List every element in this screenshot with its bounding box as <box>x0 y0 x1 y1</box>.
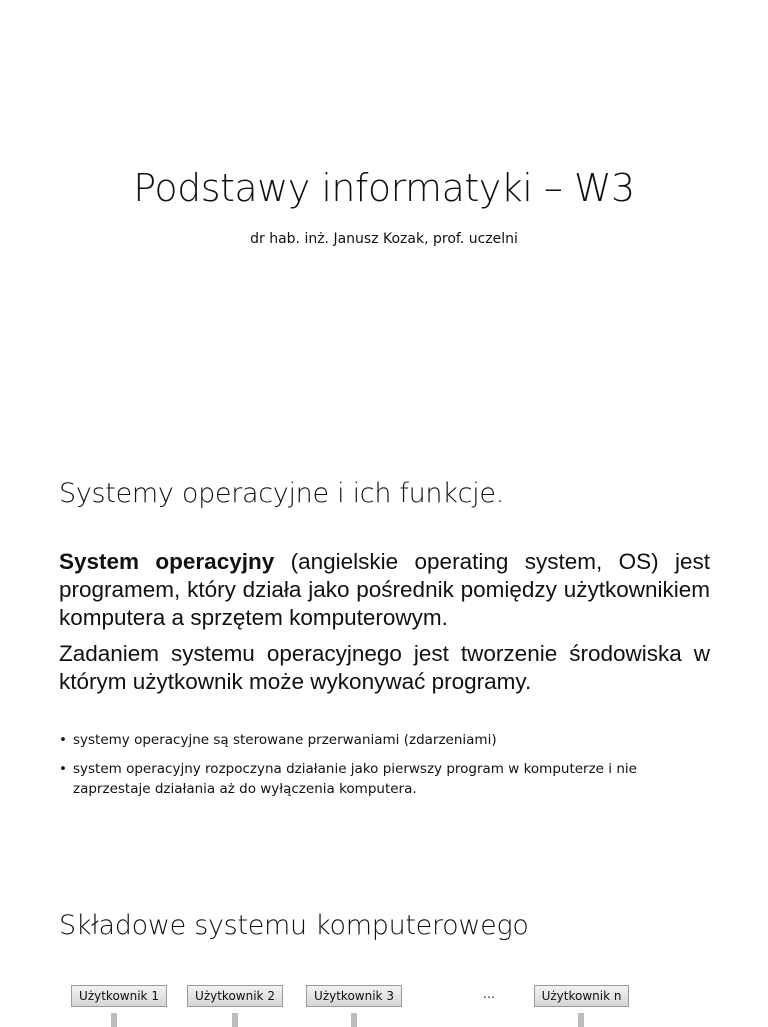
author-line: dr hab. inż. Janusz Kozak, prof. uczelni <box>250 231 518 247</box>
os-definition-text: (angielskie operating system, OS) jest programem, który działa jako pośrednik pomiędzy użytkownikiem komputera a sprzętem komputerowym. <box>59 549 710 630</box>
os-term-bold: System operacyjny <box>59 549 275 574</box>
users-diagram <box>0 983 768 1024</box>
bullet-icon: • <box>59 761 67 777</box>
slide-heading: Systemy operacyjne i ich funkcje. <box>59 478 504 509</box>
presentation-title: Podstawy informatyki – W3 <box>133 166 635 210</box>
os-purpose-paragraph: Zadaniem systemu operacyjnego jest tworzenie środowiska w którym użytkownik może wykonywać programy. <box>59 641 710 694</box>
user-box: Użytkownik 1 <box>71 985 167 1007</box>
slide-heading: Składowe systemu komputerowego <box>59 910 529 941</box>
connector-arrow <box>578 1013 584 1027</box>
bullet-icon: • <box>59 732 67 748</box>
bullet-text: systemy operacyjne są sterowane przerwaniami (zdarzeniami) <box>73 732 497 748</box>
slide-title <box>0 0 768 440</box>
list-item <box>59 730 699 750</box>
connector-arrow <box>351 1013 357 1027</box>
slide-operating-systems <box>0 440 768 870</box>
list-item <box>59 759 699 799</box>
connector-arrow <box>111 1013 117 1027</box>
bullet-list <box>59 730 699 808</box>
connector-arrow <box>232 1013 238 1027</box>
user-box: Użytkownik n <box>534 985 629 1007</box>
ellipsis-label: … <box>483 987 495 1001</box>
os-definition-paragraph <box>59 548 710 632</box>
slide-system-components <box>0 870 768 1024</box>
user-box: Użytkownik 2 <box>187 985 283 1007</box>
bullet-text: system operacyjny rozpoczyna działanie jako pierwszy program w komputerze i nie zaprzestaje działania aż do wyłączenia komputera. <box>73 761 637 797</box>
user-box: Użytkownik 3 <box>306 985 402 1007</box>
